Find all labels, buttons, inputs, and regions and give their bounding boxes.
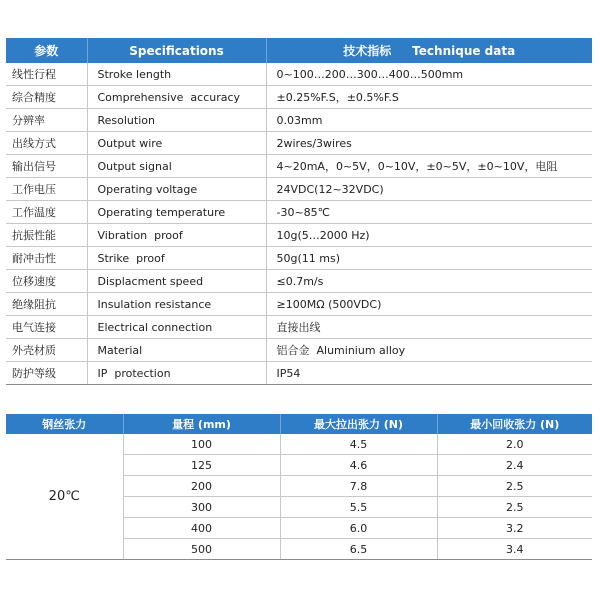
spec-cn-label: 综合精度	[6, 86, 87, 109]
min-return-cell: 2.5	[437, 497, 592, 518]
spec-value: ≥100MΩ (500VDC)	[266, 293, 592, 316]
spec-en-label: IP protection	[87, 362, 266, 385]
spec-cn-label: 工作电压	[6, 178, 87, 201]
spec-row	[6, 201, 592, 224]
max-pull-cell: 5.5	[280, 497, 437, 518]
spec-value: IP54	[266, 362, 592, 385]
spec-row	[6, 270, 592, 293]
header-range: 量程 (mm)	[123, 414, 280, 434]
header-param: 参数	[6, 38, 87, 63]
spec-row	[6, 339, 592, 362]
spec-cn-label: 防护等级	[6, 362, 87, 385]
spec-header-row	[6, 38, 592, 63]
max-pull-cell: 4.6	[280, 455, 437, 476]
range-cell: 500	[123, 539, 280, 560]
spec-value: 2wires/3wires	[266, 132, 592, 155]
spec-en-label: Electrical connection	[87, 316, 266, 339]
range-cell: 400	[123, 518, 280, 539]
spec-value: -30~85℃	[266, 201, 592, 224]
range-cell: 100	[123, 434, 280, 455]
spec-value: ≤0.7m/s	[266, 270, 592, 293]
spec-body	[6, 63, 592, 385]
spec-cn-label: 抗振性能	[6, 224, 87, 247]
max-pull-cell: 7.8	[280, 476, 437, 497]
wire-tension-table	[6, 414, 592, 560]
max-pull-cell: 4.5	[280, 434, 437, 455]
spec-en-label: Stroke length	[87, 63, 266, 86]
spec-en-label: Comprehensive accuracy	[87, 86, 266, 109]
spec-row	[6, 293, 592, 316]
spec-cn-label: 工作温度	[6, 201, 87, 224]
spec-row	[6, 178, 592, 201]
spec-row	[6, 109, 592, 132]
tension-header-row	[6, 414, 592, 434]
spec-row	[6, 247, 592, 270]
max-pull-cell: 6.0	[280, 518, 437, 539]
spec-en-label: Operating temperature	[87, 201, 266, 224]
spec-en-label: Output signal	[87, 155, 266, 178]
header-max-pull-tension: 最大拉出张力 (N)	[280, 414, 437, 434]
min-return-cell: 3.2	[437, 518, 592, 539]
spec-row	[6, 316, 592, 339]
spec-cn-label: 分辨率	[6, 109, 87, 132]
spec-row	[6, 132, 592, 155]
spec-en-label: Strike proof	[87, 247, 266, 270]
spec-value: 直接出线	[266, 316, 592, 339]
spec-cn-label: 输出信号	[6, 155, 87, 178]
tension-body	[6, 434, 592, 560]
spec-row	[6, 224, 592, 247]
range-cell: 200	[123, 476, 280, 497]
header-min-return-tension: 最小回收张力 (N)	[437, 414, 592, 434]
spec-value: 10g(5…2000 Hz)	[266, 224, 592, 247]
spec-cn-label: 线性行程	[6, 63, 87, 86]
specifications-table	[6, 38, 592, 385]
spec-row	[6, 86, 592, 109]
spec-value: 4~20mA，0~5V，0~10V，±0~5V，±0~10V，电阻	[266, 155, 592, 178]
min-return-cell: 2.0	[437, 434, 592, 455]
tension-row	[6, 434, 592, 455]
spec-cn-label: 耐冲击性	[6, 247, 87, 270]
temperature-cell: 20℃	[6, 434, 123, 560]
spec-value: 24VDC(12~32VDC)	[266, 178, 592, 201]
spec-cn-label: 电气连接	[6, 316, 87, 339]
spec-en-label: Insulation resistance	[87, 293, 266, 316]
min-return-cell: 2.4	[437, 455, 592, 476]
header-wire-tension: 钢丝张力	[6, 414, 123, 434]
spec-en-label: Vibration proof	[87, 224, 266, 247]
spec-value: 50g(11 ms)	[266, 247, 592, 270]
spec-value: 铝合金 Aluminium alloy	[266, 339, 592, 362]
spec-en-label: Displacment speed	[87, 270, 266, 293]
spec-value: 0~100…200…300…400…500mm	[266, 63, 592, 86]
spec-cn-label: 出线方式	[6, 132, 87, 155]
spec-cn-label: 绝缘阻抗	[6, 293, 87, 316]
range-cell: 300	[123, 497, 280, 518]
min-return-cell: 2.5	[437, 476, 592, 497]
range-cell: 125	[123, 455, 280, 476]
header-specifications: Specifications	[87, 38, 266, 63]
spec-value: 0.03mm	[266, 109, 592, 132]
spec-row	[6, 63, 592, 86]
spec-en-label: Operating voltage	[87, 178, 266, 201]
max-pull-cell: 6.5	[280, 539, 437, 560]
spec-row	[6, 362, 592, 385]
spec-value: ±0.25%F.S，±0.5%F.S	[266, 86, 592, 109]
spec-row	[6, 155, 592, 178]
header-technique-data: 技术指标 Technique data	[266, 38, 592, 63]
spec-cn-label: 外壳材质	[6, 339, 87, 362]
spec-en-label: Output wire	[87, 132, 266, 155]
spec-en-label: Resolution	[87, 109, 266, 132]
min-return-cell: 3.4	[437, 539, 592, 560]
spec-cn-label: 位移速度	[6, 270, 87, 293]
spec-en-label: Material	[87, 339, 266, 362]
